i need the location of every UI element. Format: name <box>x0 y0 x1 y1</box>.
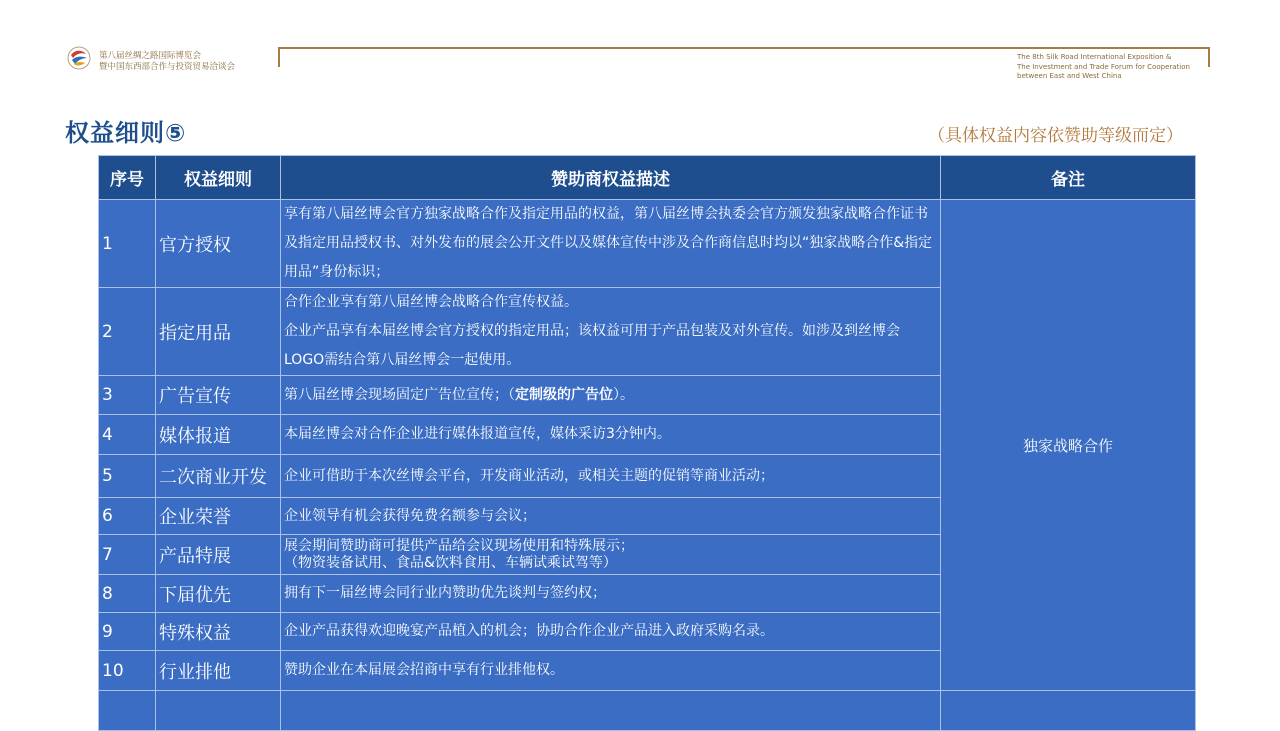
table-row <box>99 200 1196 288</box>
header-organizer-en <box>1017 53 1207 82</box>
header-organizer-cn <box>99 51 235 73</box>
benefit-description <box>281 613 941 651</box>
header-en-line3: between East and West China <box>1017 72 1122 80</box>
benefit-description <box>281 415 941 455</box>
page-title: 权益细则⑤ <box>65 119 187 147</box>
empty-cell <box>281 691 941 731</box>
benefit-description <box>281 535 941 575</box>
header-divider <box>278 47 1210 49</box>
benefit-description <box>281 200 941 288</box>
description-text: 第八届丝博会现场固定广告位宣传；（ <box>284 386 515 403</box>
benefit-name: 二次商业开发 <box>156 455 281 498</box>
header-en-line2: The Investment and Trade Forum for Cooperation <box>1017 62 1190 71</box>
benefit-description <box>281 575 941 613</box>
remark-cell: 独家战略合作 <box>941 200 1196 691</box>
benefit-name: 广告宣传 <box>156 376 281 415</box>
description-text: 企业领导有机会获得免费名额参与会议； <box>284 507 536 524</box>
description-text: 企业可借助于本次丝博会平台，开发商业活动，或相关主题的促销等商业活动； <box>284 467 774 484</box>
description-text: 企业产品享有本届丝博会官方授权的指定用品；该权益可用于产品包装及对外宣传。如涉及到丝博会LOGO需结合第八届丝博会一起使用。 <box>284 323 900 368</box>
row-number: 10 <box>99 651 156 691</box>
header-en-line1: The 8th Silk Road International Exposition & <box>1017 53 1172 61</box>
benefit-description <box>281 288 941 376</box>
description-text: 拥有下一届丝博会同行业内赞助优先谈判与签约权； <box>284 585 606 601</box>
benefit-name: 官方授权 <box>156 200 281 288</box>
column-header-number: 序号 <box>99 156 156 200</box>
benefit-name: 媒体报道 <box>156 415 281 455</box>
benefit-description <box>281 376 941 415</box>
row-number: 7 <box>99 535 156 575</box>
benefit-name: 企业荣誉 <box>156 498 281 535</box>
row-number: 4 <box>99 415 156 455</box>
description-text: ）。 <box>613 386 634 403</box>
table-row-empty <box>99 691 1196 731</box>
silk-road-logo-icon <box>67 46 91 70</box>
row-number: 8 <box>99 575 156 613</box>
description-text: 企业产品获得欢迎晚宴产品植入的机会；协助合作企业产品进入政府采购名录。 <box>284 623 774 639</box>
description-text: 本届丝博会对合作企业进行媒体报道宣传，媒体采访3分钟内。 <box>284 426 671 442</box>
benefits-table <box>98 155 1196 731</box>
table-header-row <box>99 156 1196 200</box>
benefit-description <box>281 455 941 498</box>
row-number: 1 <box>99 200 156 288</box>
description-bold-text: 定制级的广告位 <box>515 386 613 403</box>
row-number: 5 <box>99 455 156 498</box>
header-cn-line1: 第八届丝绸之路国际博览会 <box>99 51 202 61</box>
empty-cell <box>941 691 1196 731</box>
benefit-name: 产品特展 <box>156 535 281 575</box>
benefit-description <box>281 651 941 691</box>
row-number: 6 <box>99 498 156 535</box>
description-text: 享有第八届丝博会官方独家战略合作及指定用品的权益，第八届丝博会执委会官方颁发独家战略合作证书及指定用品授权书、对外发布的展会公开文件以及媒体宣传中涉及合作商信息时均以“独家战略合作&指定用品”身份标识； <box>284 206 933 280</box>
row-number: 3 <box>99 376 156 415</box>
row-number: 9 <box>99 613 156 651</box>
benefit-name: 指定用品 <box>156 288 281 376</box>
header-divider-right-tick <box>1208 47 1210 67</box>
benefit-name: 特殊权益 <box>156 613 281 651</box>
description-text: 合作企业享有第八届丝博会战略合作宣传权益。 <box>284 294 578 310</box>
description-text: 赞助企业在本届展会招商中享有行业排他权。 <box>284 662 564 678</box>
description-text: （物资装备试用、食品&饮料食用、车辆试乘试驾等） <box>284 554 617 571</box>
header-divider-left-tick <box>278 47 280 67</box>
row-number: 2 <box>99 288 156 376</box>
description-text: 展会期间赞助商可提供产品给会议现场使用和特殊展示； <box>284 537 634 554</box>
column-header-benefit: 权益细则 <box>156 156 281 200</box>
benefit-description <box>281 498 941 535</box>
benefit-name: 下届优先 <box>156 575 281 613</box>
empty-cell <box>99 691 156 731</box>
empty-cell <box>156 691 281 731</box>
header-cn-line2: 暨中国东西部合作与投资贸易洽谈会 <box>99 62 236 72</box>
page-note: （具体权益内容依赞助等级而定） <box>928 126 1183 146</box>
benefit-name: 行业排他 <box>156 651 281 691</box>
column-header-remark: 备注 <box>941 156 1196 200</box>
column-header-description: 赞助商权益描述 <box>281 156 941 200</box>
